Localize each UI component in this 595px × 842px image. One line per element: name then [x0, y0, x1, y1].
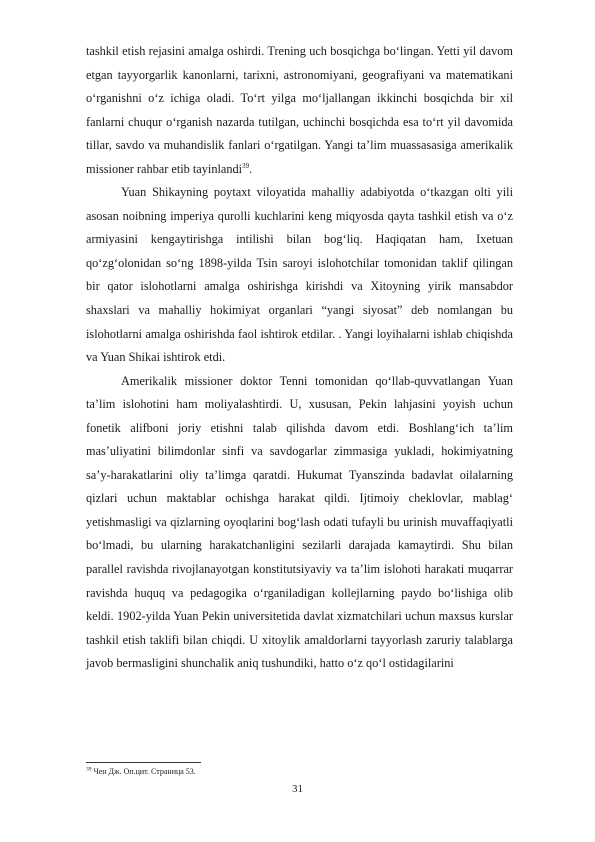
- paragraph-1-tail: .: [249, 161, 253, 176]
- page-number: 31: [292, 783, 303, 795]
- paragraph-1-text: tashkil etish rejasini amalga oshirdi. Trening uch bosqichga bo‘lingan. Yetti yil davom etgan tayyorgarlik kanonlarni, tarixni, astronomiyani, geografiyani va matematikani o‘rganishni o‘z ichiga oladi. To‘rt yilga mo‘ljallangan ikkinchi bosqichda bir xil fanlarni chuqur o‘rganish nazarda tutilgan, uchinchi bosqichda esa to‘rt yil davomida tillar, savdo va muhandislik fanlari o‘rgatilgan. Yangi ta’lim muassasasiga amerikalik missioner rahbar etib tayinlandi: [86, 44, 513, 176]
- footnote-marker: 39: [86, 766, 92, 773]
- paragraph-2: Yuan Shikayning poytaxt viloyatida mahalliy adabiyotda o‘tkazgan olti yili asosan noibning imperiya qurolli kuchlarini keng miqyosda qayta tashkil etish va o‘z armiyasini kengaytirishga intilishi bilan bog‘liq. Haqiqatan ham, Ixetuan qo‘zg‘olonidan so‘ng 1898-yilda Tsin saroyi islohotchilar tomonidan taklif qilingan bir qator islohotlarni amalga oshirishga kirishdi va Xitoyning yirik mansabdor shaxslari va mahalliy hokimiyat organlari “yangi siyosat” deb nomlangan bu islohotlarni amalga oshirishda faol ishtirok etdilar. . Yangi loyihalarni ishlab chiqishda va Yuan Shikai ishtirok etdi.: [86, 185, 513, 365]
- paragraph-1: [86, 40, 513, 181]
- paragraph-3: Amerikalik missioner doktor Tenni tomonidan qo‘llab-quvvatlangan Yuan ta’lim islohotini ham moliyalashtirdi. U, xususan, Pekin lahjasini yoyish uchun fonetik alifboni joriy etishni talab qilishda davom etdi. Boshlang‘ich ta’lim mas’uliyatini bilimdonlar sinfi va savdogarlar zimmasiga yukladi, hokimiyatning sa’y-harakatlarini oliy ta’limga qaratdi. Hukumat Tyanszinda badavlat oilalarning qizlari uchun maktablar ochishga harakat qildi. Ijtimoiy cheklovlar, mablag‘ yetishmasligi va qizlarning oyoqlarini bog‘lash odati tufayli bu urinish muvaffaqiyatli bo‘lmadi, bu ularning harakatchanligini sezilarli darajada kamaytirdi. Shu bilan parallel ravishda rivojlanayotgan konstitutsiyaviy va ta’lim islohoti harakati muqarrar ravishda huquq va pedagogika o‘rganiladigan kollejlarning paydo bo‘lishiga olib keldi. 1902-yilda Yuan Pekin universitetida davlat xizmatchilari uchun maxsus kurslar tashkil etish taklifi bilan chiqdi. U xitoylik amaldorlarni tayyorlash zaruriy talablarga javob bermasligini shunchalik aniq tushundiki, hatto o‘z qo‘l ostidagilarini: [86, 373, 513, 671]
- footnote-separator: [86, 762, 201, 763]
- footnote-reference: 39: [242, 161, 250, 170]
- footnote-text: Чен Дж. Оп.цит. Страница 53.: [91, 767, 196, 776]
- footnote: [86, 767, 513, 777]
- body-text: [86, 40, 513, 676]
